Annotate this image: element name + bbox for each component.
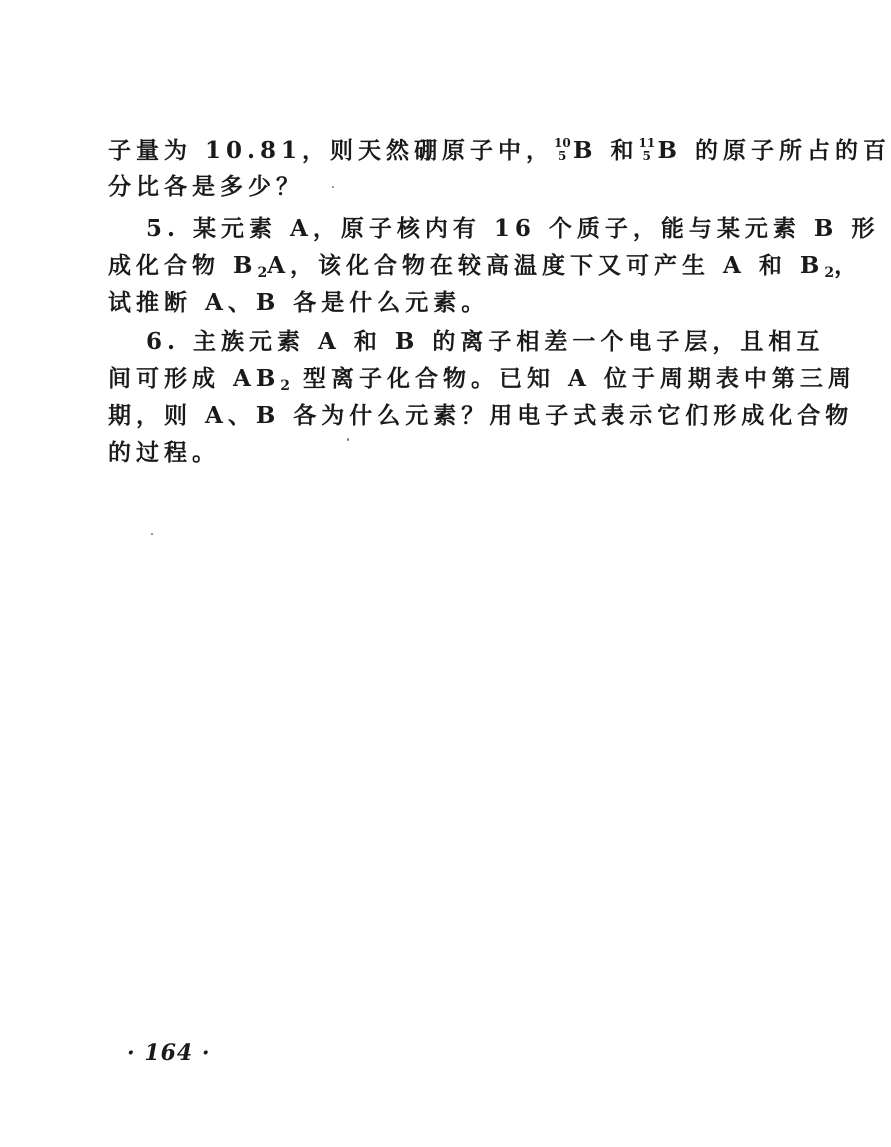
- isotope-boron-10-mass: 10: [554, 136, 571, 150]
- problem-5-line-2-a: 成化合物 B: [108, 252, 258, 279]
- isotope-boron-10-number: 5: [558, 149, 567, 163]
- isotope-boron-11: [639, 136, 658, 166]
- isotope-boron-10-symbol: B: [573, 137, 598, 164]
- subscript-2: 2: [280, 378, 291, 394]
- isotope-boron-11-number: 5: [642, 149, 651, 163]
- problem-6-line-1: 6. 主族元素 A 和 B 的离子相差一个电子层，且相互: [146, 328, 825, 355]
- scan-speck: [332, 186, 334, 188]
- isotope-boron-11-symbol: B: [657, 137, 682, 164]
- page-number: · 164 ·: [127, 1040, 211, 1066]
- problem-6-line-2-a: 间可形成 AB: [108, 365, 281, 392]
- connector-and: 和: [597, 137, 639, 164]
- problem-6-line-2: [108, 364, 856, 401]
- problem-4-line-2: 分比各是多少？: [108, 173, 304, 200]
- problem-4-line-1-suffix: 的原子所占的百: [681, 137, 891, 164]
- problem-5-line-2: [108, 251, 862, 288]
- subscript-2: 2: [257, 265, 268, 281]
- isotope-boron-10: [554, 136, 573, 166]
- scan-speck: [347, 438, 349, 441]
- problem-4-line-1-prefix: 子量为 10.81，则天然硼原子中，: [108, 137, 555, 164]
- problem-4-line-1: [108, 136, 891, 166]
- isotope-boron-11-mass: 11: [638, 136, 656, 150]
- subscript-2: 2: [824, 265, 835, 281]
- problem-5-line-3: 试推断 A、B 各是什么元素。: [108, 289, 490, 316]
- problem-6-line-2-b: 型离子化合物。已知 A 位于周期表中第三周: [290, 365, 856, 392]
- problem-5-line-1: 5. 某元素 A，原子核内有 16 个质子，能与某元素 B 形: [146, 215, 880, 242]
- problem-6-line-3: 期，则 A、B 各为什么元素？用电子式表示它们形成化合物: [108, 402, 854, 429]
- problem-6-line-4: 的过程。: [108, 439, 220, 466]
- problem-5-line-2-c: ，: [834, 252, 863, 279]
- problem-5-line-2-b: A，该化合物在较高温度下又可产生 A 和 B: [267, 252, 825, 279]
- scan-speck: [151, 533, 153, 535]
